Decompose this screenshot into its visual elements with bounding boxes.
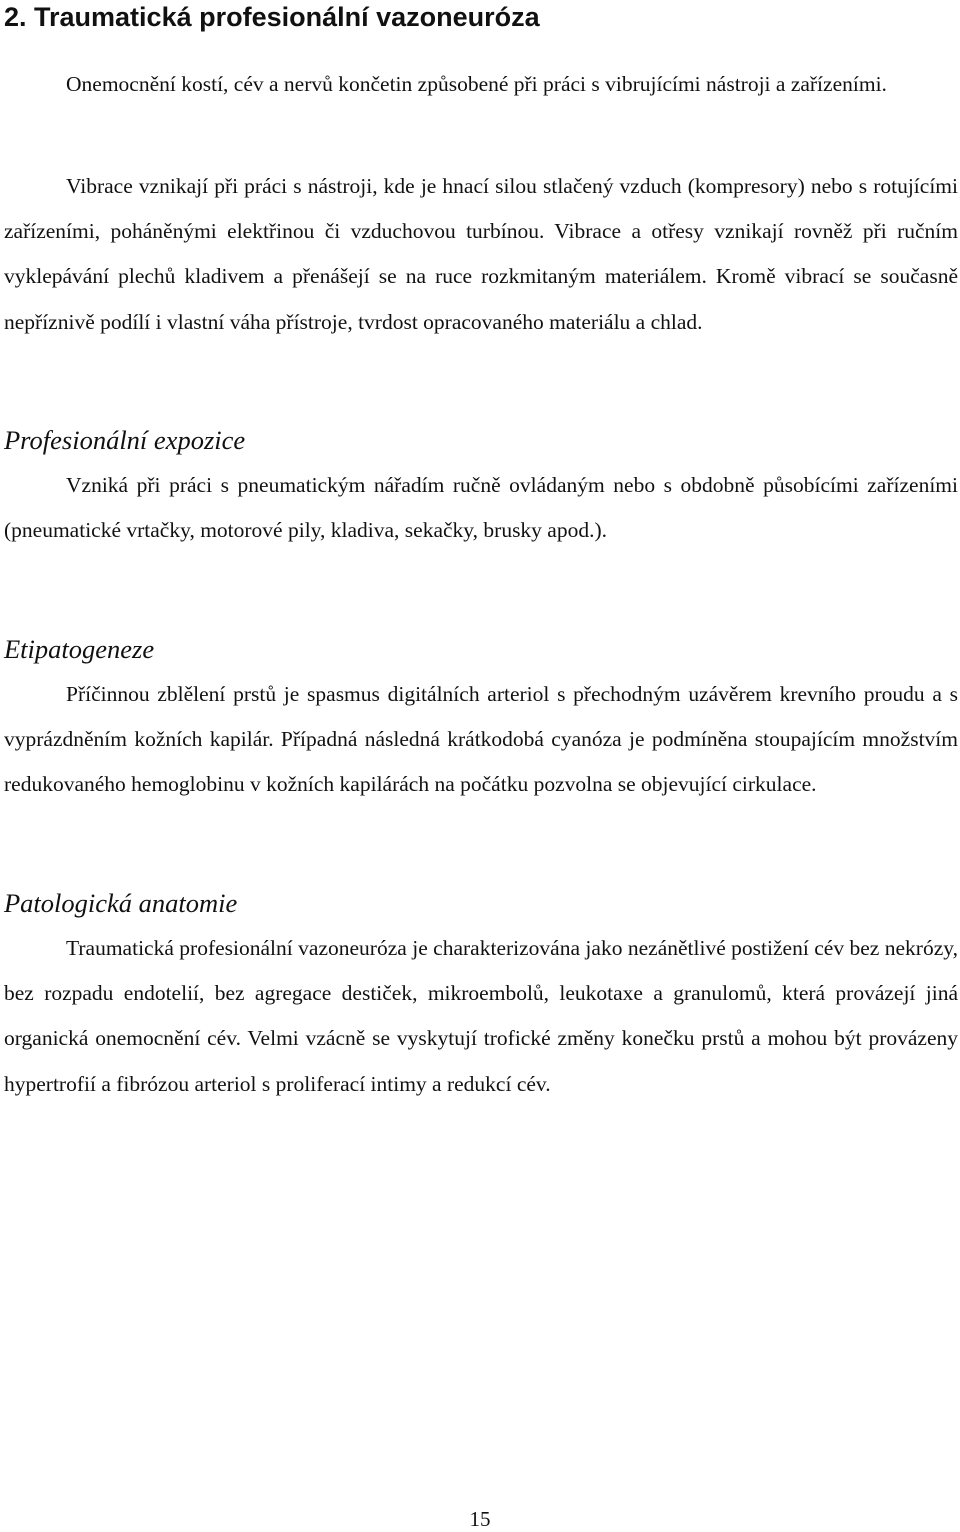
section-text-patologicka-anatomie: Traumatická profesionální vazoneuróza je charakterizována jako nezánětlivé postižení cév bez nekrózy, bez rozpadu endotelií, bez agregace destiček, mikroembolů, leukotaxe a granulomů, která provázejí jiná organická onemocnění cév. Velmi vzácně se vyskytují trofické změny konečku prstů a mohou být provázeny hypertrofií a fibrózou arteriol s proliferací intimy a redukcí cév. xyxy=(4,936,958,1096)
section-heading-profesionalni-expozice: Profesionální expozice xyxy=(4,425,246,455)
intro-paragraph-1: Onemocnění kostí, cév a nervů končetin způsobené při práci s vibrujícími nástroji a zařízeními. xyxy=(66,72,887,96)
chapter-title: 2. Traumatická profesionální vazoneuróza xyxy=(4,2,540,32)
section-heading-etipatogeneze: Etipatogeneze xyxy=(4,634,155,664)
section-text-profesionalni-expozice: Vzniká při práci s pneumatickým nářadím ručně ovládaným nebo s obdobně působícími zařízeními (pneumatické vrtačky, motorové pily, kladiva, sekačky, brusky apod.). xyxy=(4,473,958,543)
page-number: 15 xyxy=(469,1507,491,1531)
intro-paragraph-2: Vibrace vznikají při práci s nástroji, kde je hnací silou stlačený vzduch (kompresory) nebo s rotujícími zařízeními, poháněnými elektřinou či vzduchovou turbínou. Vibrace a otřesy vznikají rovněž při ručním vyklepávání plechů kladivem a přenášejí se na ruce rozkmitaným materiálem. Kromě vibrací se současně nepříznivě podílí i vlastní váha přístroje, tvrdost opracovaného materiálu a chlad. xyxy=(4,174,958,334)
section-heading-patologicka-anatomie: Patologická anatomie xyxy=(4,888,238,918)
section-text-etipatogeneze: Příčinnou zblělení prstů je spasmus digitálních arteriol s přechodným uzávěrem krevního proudu a s vyprázdněním kožních kapilár. Případná následná krátkodobá cyanóza je podmíněna stoupajícím množstvím redukovaného hemoglobinu v kožních kapilárách na počátku pozvolna se objevující cirkulace. xyxy=(4,682,958,797)
